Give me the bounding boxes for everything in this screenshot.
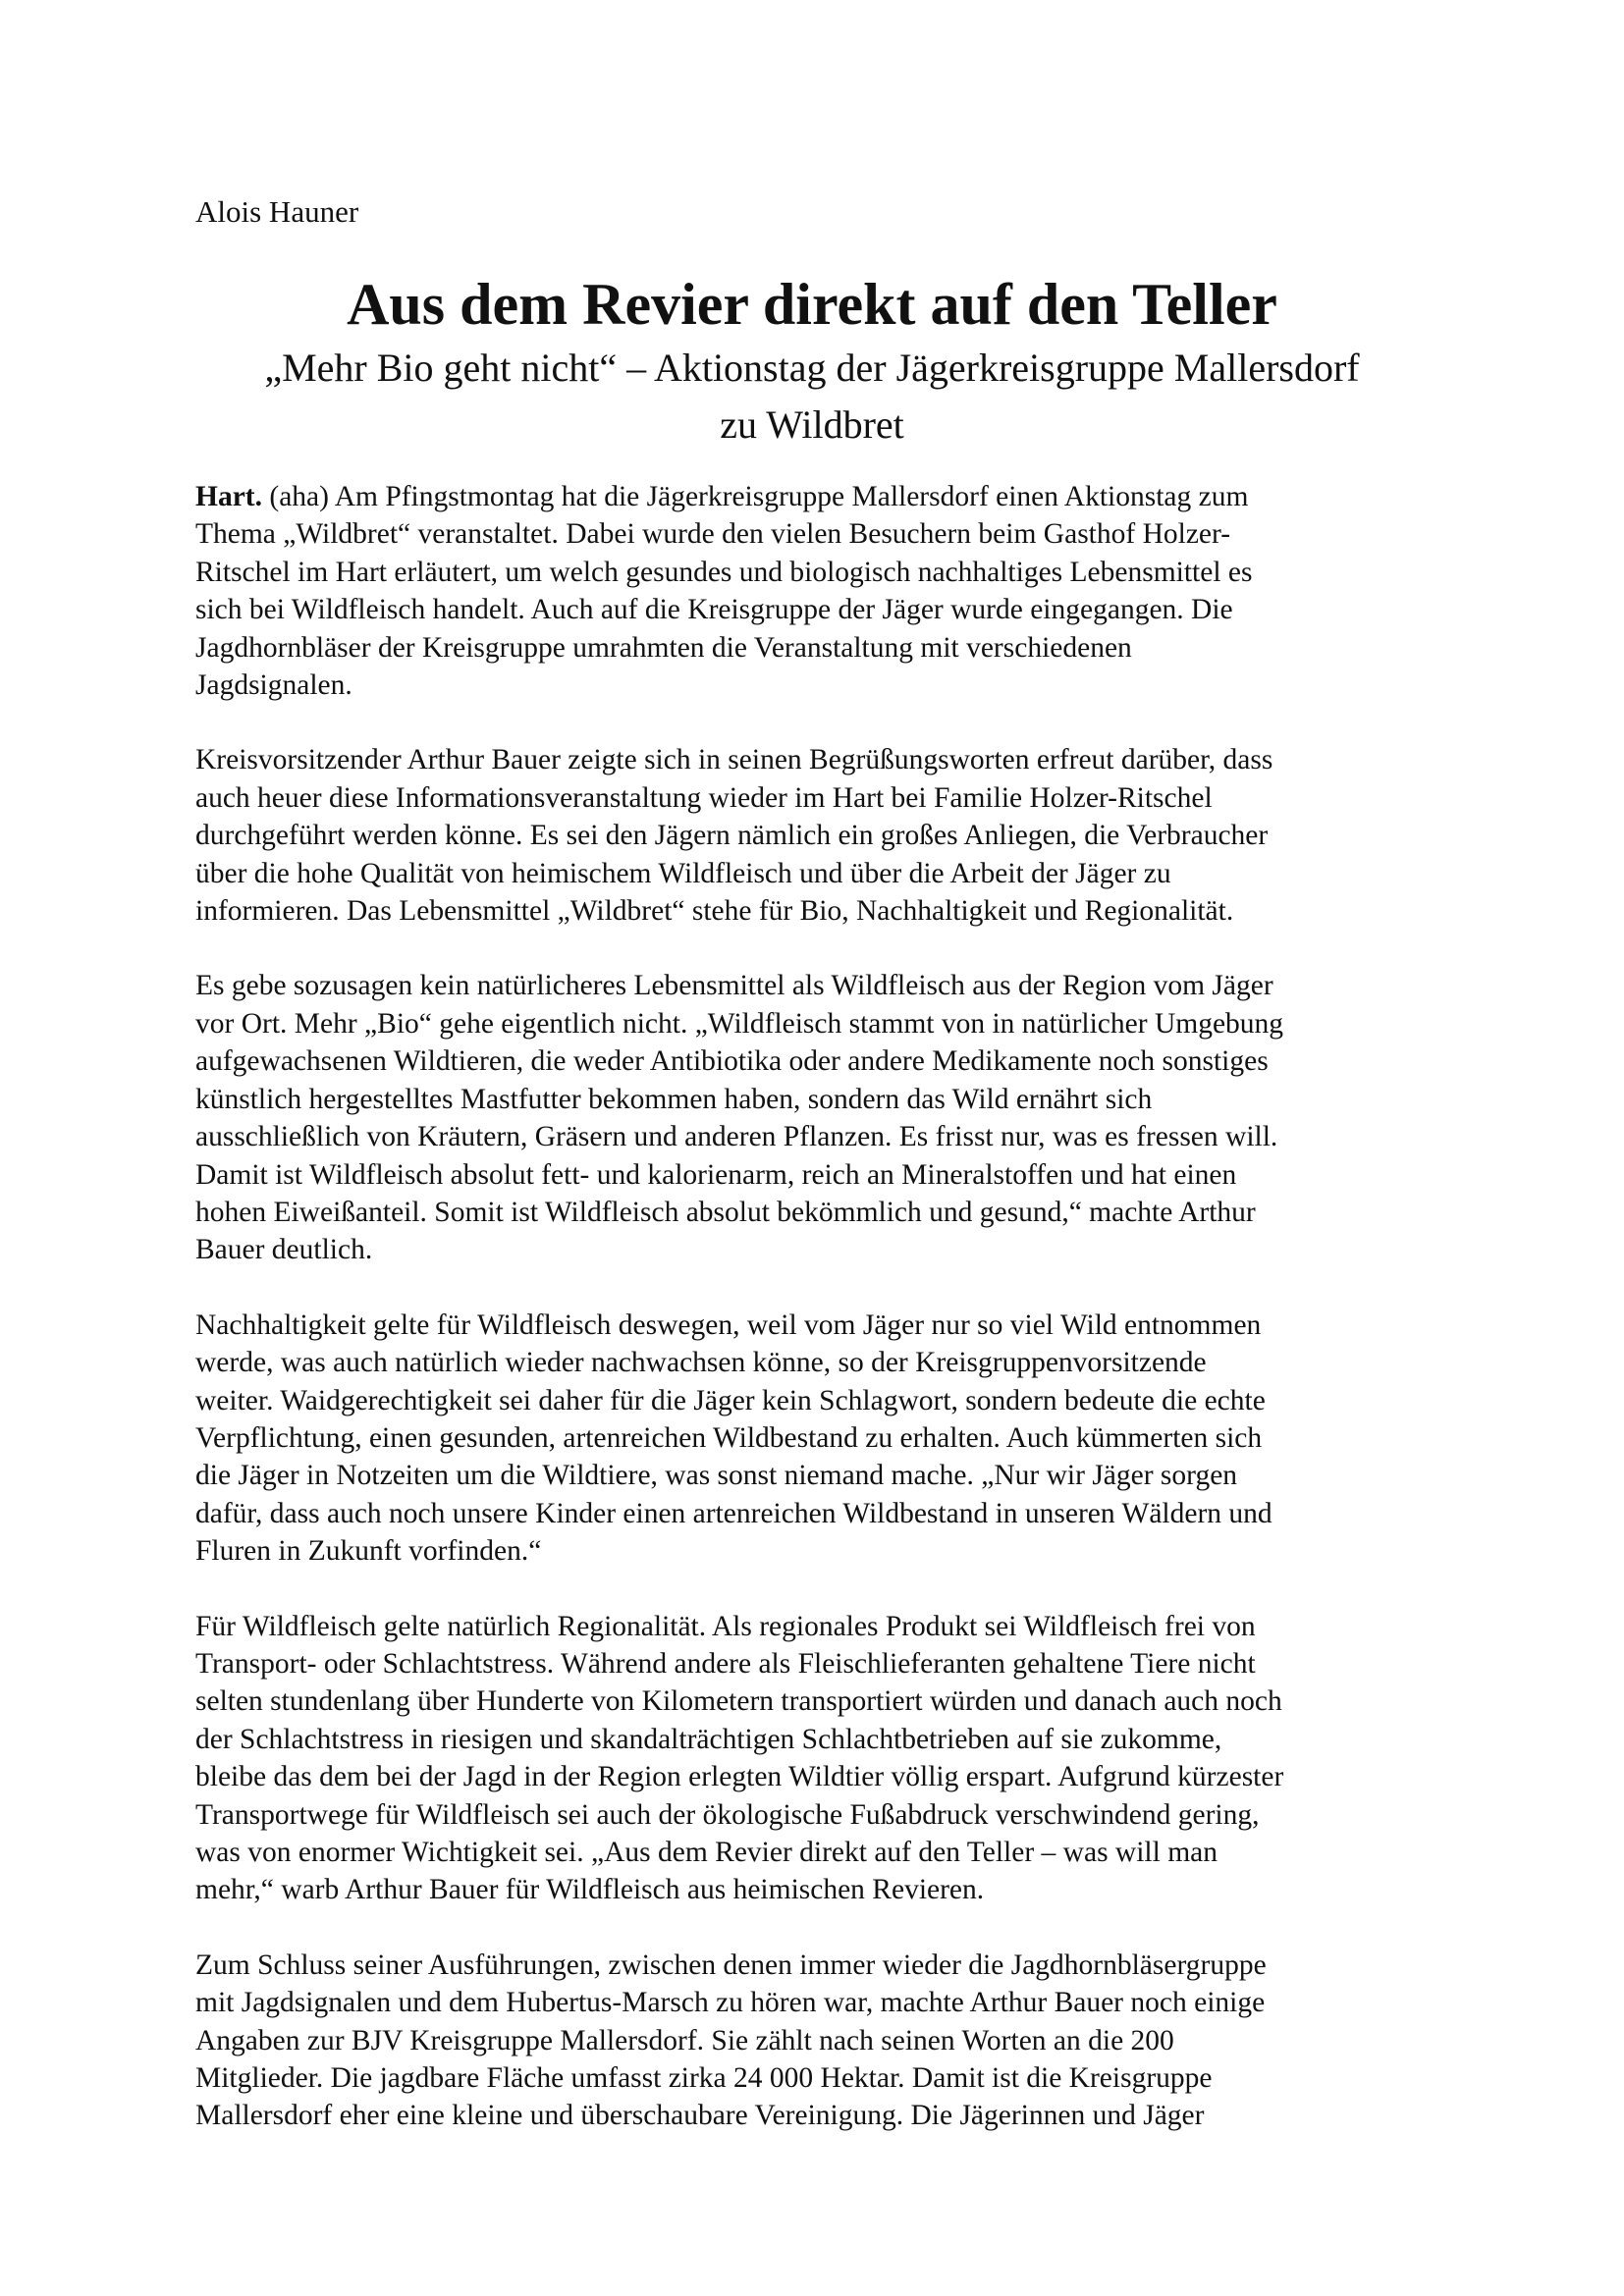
subheadline-line: „Mehr Bio geht nicht“ – Aktionstag der Jägerkreisgruppe Mallersdorf	[264, 346, 1360, 390]
paragraph-line: Jagdsignalen.	[195, 669, 352, 702]
subheadline-line: zu Wildbret	[720, 402, 904, 447]
author-name: Alois Hauner	[195, 194, 359, 229]
paragraph-line: Bauer deutlich.	[195, 1234, 373, 1266]
paragraph-line: Angaben zur BJV Kreisgruppe Mallersdorf. Sie zählt nach seinen Worten an die 200	[195, 2024, 1174, 2056]
subheadline	[0, 340, 1624, 454]
paragraph-6	[195, 1947, 1431, 2135]
paragraph-line-text: (aha) Am Pfingstmontag hat die Jägerkreisgruppe Mallersdorf einen Aktionstag zum	[262, 481, 1249, 512]
paragraph-line: Nachhaltigkeit gelte für Wildfleisch deswegen, weil vom Jäger nur so viel Wild entnommen	[195, 1308, 1262, 1341]
paragraph-line: sich bei Wildfleisch handelt. Auch auf die Kreisgruppe der Jäger wurde eingegangen. Die	[195, 594, 1233, 626]
paragraph-4	[195, 1307, 1431, 1571]
paragraph-line: Jagdhornbläser der Kreisgruppe umrahmten die Veranstaltung mit verschiedenen	[195, 631, 1132, 664]
paragraph-line: auch heuer diese Informationsveranstaltung wieder im Hart bei Familie Holzer-Ritschel	[195, 781, 1213, 814]
paragraph-line: selten stundenlang über Hunderte von Kilometern transportiert würden und danach auch noch	[195, 1685, 1282, 1718]
paragraph-line: Es gebe sozusagen kein natürlicheres Lebensmittel als Wildfleisch aus der Region vom Jäger	[195, 970, 1273, 1002]
paragraph-line: der Schlachtstress in riesigen und skandalträchtigen Schlachtbetrieben auf sie zukomme,	[195, 1723, 1222, 1755]
paragraph-2	[195, 741, 1431, 930]
dateline: Hart.	[195, 481, 262, 512]
headline: Aus dem Revier direkt auf den Teller	[347, 272, 1277, 337]
paragraph-line: mit Jagdsignalen und dem Hubertus-Marsch zu hören war, machte Arthur Bauer noch einige	[195, 1987, 1266, 2019]
paragraph-line: vor Ort. Mehr „Bio“ gehe eigentlich nicht. „Wildfleisch stammt von in natürlicher Umgebung	[195, 1007, 1284, 1040]
paragraph-line: Ritschel im Hart erläutert, um welch gesundes und biologisch nachhaltiges Lebensmittel es	[195, 556, 1253, 588]
paragraph-line: Zum Schluss seiner Ausführungen, zwischen denen immer wieder die Jagdhornbläsergruppe	[195, 1949, 1267, 1981]
paragraph-line: Transportwege für Wildfleisch sei auch der ökologische Fußabdruck verschwindend gering,	[195, 1798, 1260, 1831]
paragraph-line: bleibe das dem bei der Jagd in der Region erlegten Wildtier völlig erspart. Aufgrund kürzester	[195, 1761, 1284, 1793]
paragraph-line: ausschließlich von Kräutern, Gräsern und anderen Pflanzen. Es frisst nur, was es fressen will.	[195, 1121, 1278, 1153]
paragraph-line: aufgewachsenen Wildtieren, die weder Antibiotika oder andere Medikamente noch sonstiges	[195, 1045, 1269, 1078]
paragraph-line: die Jäger in Notzeiten um die Wildtiere, was sonst niemand mache. „Nur wir Jäger sorgen	[195, 1460, 1238, 1492]
paragraph-line: weiter. Waidgerechtigkeit sei daher für die Jäger kein Schlagwort, sondern bedeute die echte	[195, 1384, 1266, 1416]
paragraph-line: Fluren in Zukunft vorfinden.“	[195, 1535, 542, 1568]
paragraph-line: durchgeführt werden könne. Es sei den Jägern nämlich ein großes Anliegen, die Verbraucher	[195, 820, 1269, 852]
paragraph-line: Damit ist Wildfleisch absolut fett- und kalorienarm, reich an Mineralstoffen und hat einen	[195, 1158, 1237, 1191]
paragraph-1	[195, 478, 1431, 704]
paragraph-line: über die hohe Qualität von heimischem Wildfleisch und über die Arbeit der Jäger zu	[195, 857, 1171, 889]
paragraph-line: dafür, dass auch noch unsere Kinder einen artenreichen Wildbestand in unseren Wäldern und	[195, 1497, 1272, 1529]
paragraph-line: Für Wildfleisch gelte natürlich Regionalität. Als regionales Produkt sei Wildfleisch frei von	[195, 1610, 1256, 1642]
article-body	[195, 478, 1431, 2172]
paragraph-line: werde, was auch natürlich wieder nachwachsen könne, so der Kreisgruppenvorsitzende	[195, 1347, 1207, 1379]
paragraph-line: künstlich hergestelltes Mastfutter bekommen haben, sondern das Wild ernährt sich	[195, 1083, 1153, 1115]
paragraph-line	[195, 478, 1431, 515]
paragraph-line: Mitglieder. Die jagdbare Fläche umfasst zirka 24 000 Hektar. Damit ist die Kreisgruppe	[195, 2062, 1213, 2095]
paragraph-line: Thema „Wildbret“ veranstaltet. Dabei wurde den vielen Besuchern beim Gasthof Holzer-	[195, 518, 1231, 551]
paragraph-line: mehr,“ warb Arthur Bauer für Wildfleisch aus heimischen Revieren.	[195, 1874, 985, 1906]
paragraph-3	[195, 967, 1431, 1268]
paragraph-line: Verpflichtung, einen gesunden, artenreichen Wildbestand zu erhalten. Auch kümmerten sich	[195, 1421, 1263, 1454]
paragraph-line: Kreisvorsitzender Arthur Bauer zeigte sich in seinen Begrüßungsworten erfreut darüber, dass	[195, 744, 1273, 776]
paragraph-line: was von enormer Wichtigkeit sei. „Aus dem Revier direkt auf den Teller – was will man	[195, 1837, 1218, 1868]
paragraph-line: Transport- oder Schlachtstress. Während andere als Fleischlieferanten gehaltene Tiere nicht	[195, 1647, 1256, 1680]
paragraph-line: Mallersdorf eher eine kleine und überschaubare Vereinigung. Die Jägerinnen und Jäger	[195, 2100, 1205, 2132]
paragraph-line: informieren. Das Lebensmittel „Wildbret“ stehe für Bio, Nachhaltigkeit und Regionalität.	[195, 895, 1234, 928]
paragraph-5	[195, 1608, 1431, 1909]
paragraph-line: hohen Eiweißanteil. Somit ist Wildfleisch absolut bekömmlich und gesund,“ machte Arthur	[195, 1196, 1256, 1228]
